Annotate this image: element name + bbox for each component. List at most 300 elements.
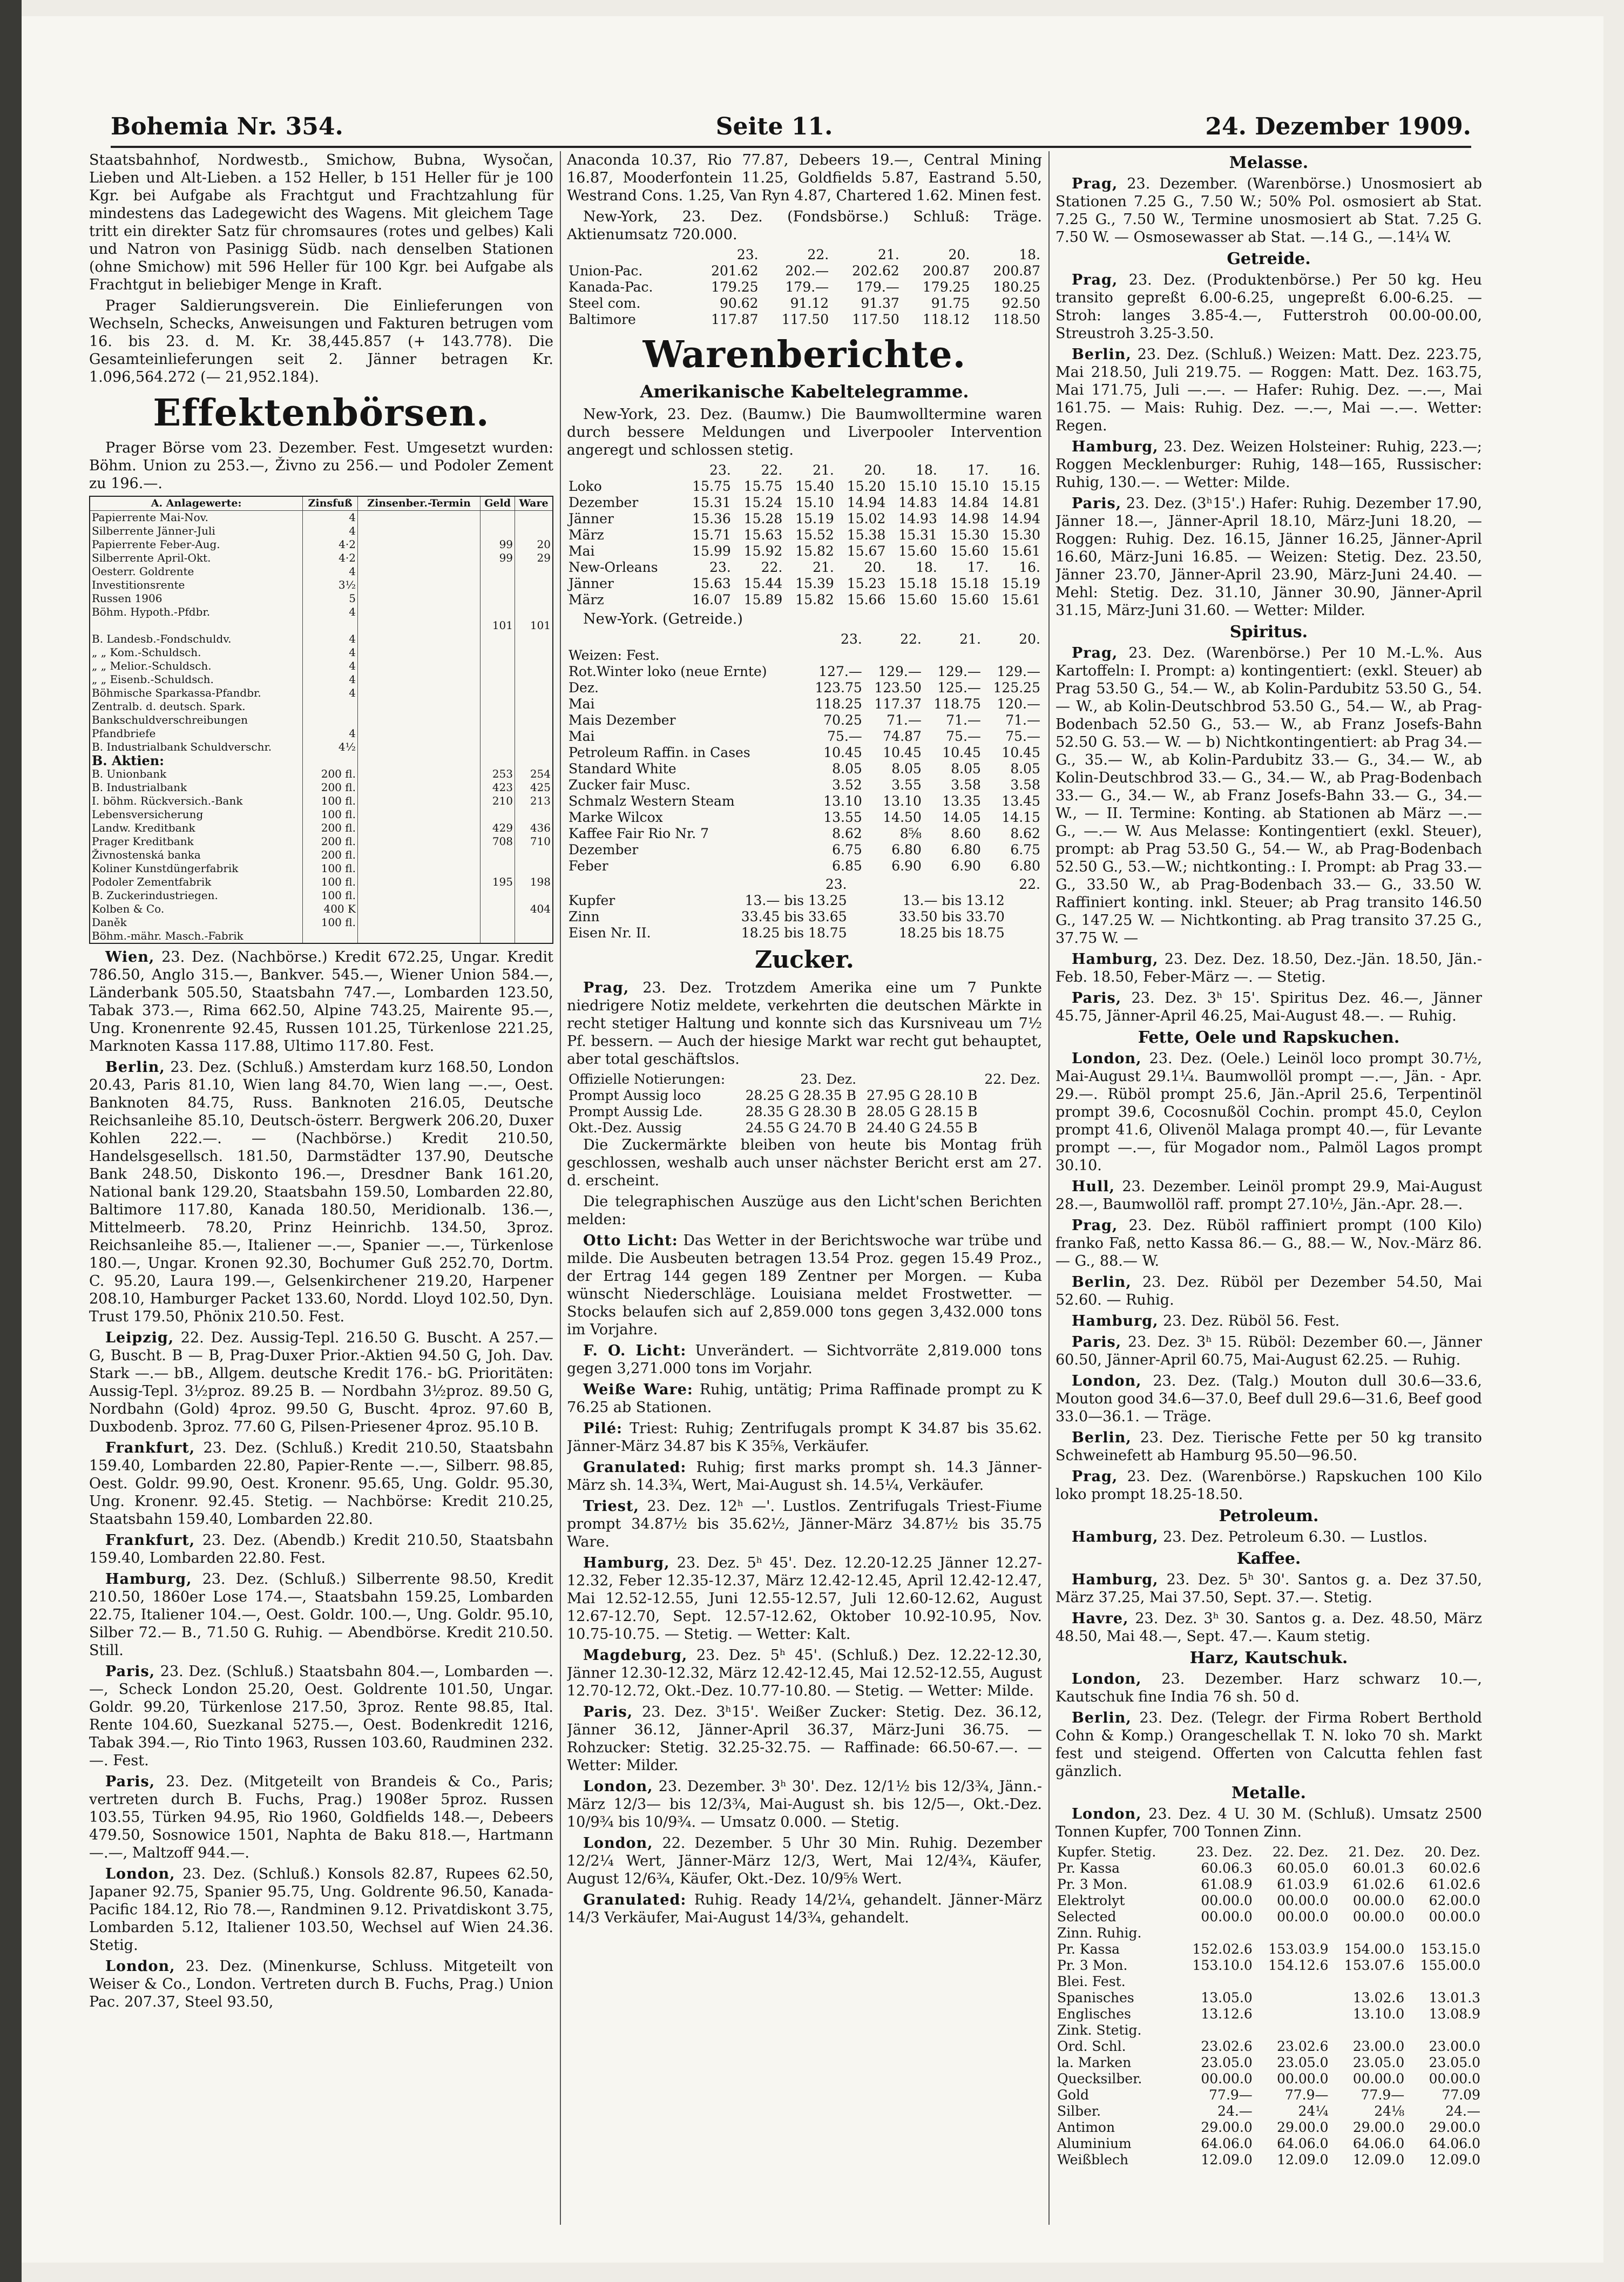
report-place: Paris, <box>1072 990 1122 1007</box>
table-cell: 117.87 <box>711 312 759 327</box>
table-cell: 152.02.6 <box>1192 1941 1253 1957</box>
column-3 <box>1055 151 1482 2225</box>
table-row <box>1055 2136 1482 2152</box>
table-cell: 179.— <box>856 279 899 295</box>
table-cell: Weißblech <box>1057 2152 1129 2168</box>
table-cell: 60.02.6 <box>1429 1860 1480 1876</box>
report-paragraph <box>89 1058 553 1326</box>
cotton-report: New-York, 23. Dez. (Baumw.) Die Baumwolltermine waren durch bessere Meldungen und Liverpooler Intervention angeregt und schlossen stetig. <box>567 406 1042 458</box>
table-cell: 12.09.0 <box>1429 2152 1480 2168</box>
table-cell <box>1330 1974 1406 1990</box>
report-paragraph <box>89 1957 553 2011</box>
table-cell: 8.05 <box>891 761 922 777</box>
table-cell: 8.05 <box>1010 761 1040 777</box>
table-header: 21. Dez. <box>1348 1844 1405 1860</box>
table-cell: 29.00.0 <box>1352 2119 1405 2135</box>
report-paragraph <box>1055 1178 1482 1213</box>
table-cell: 29.00.0 <box>1277 2119 1329 2135</box>
table-cell: 200 fl. <box>303 781 358 794</box>
table-cell <box>481 889 515 902</box>
table-cell: 195 <box>481 875 515 889</box>
table-cell: 15.40 <box>795 478 834 494</box>
table-cell: 5 <box>303 592 358 605</box>
table-cell: 15.92 <box>743 543 783 559</box>
report-paragraph <box>567 1193 1042 1228</box>
table-row <box>1055 2152 1482 2168</box>
table-cell <box>481 511 515 525</box>
table-cell: B. Zuckerindustriegen. <box>90 889 303 902</box>
report-text: 23. Dezember. Harz schwarz 10.—, Kautschuk fine India 76 sh. 50 d. <box>1055 1671 1482 1705</box>
report-place: Prag, <box>1072 272 1118 288</box>
report-place: Prag, <box>1072 645 1118 661</box>
table-cell: 12.09.0 <box>1201 2152 1253 2168</box>
report-place: Berlin, <box>1072 346 1132 363</box>
table-cell: 15.67 <box>847 543 886 559</box>
table-cell: 15.30 <box>950 527 989 543</box>
report-text: 23. Dez. 3ʰ15'. Weißer Zucker: Stetig. Dez. 36.12, Jänner 36.12, Jänner-April 36.37, März-Juni 36.75. — Rohzucker: Stetig. 32.25-32.75. — Raffinade: 66.50-67.—. — Wetter: Milder. <box>567 1704 1042 1774</box>
table-cell <box>515 686 553 700</box>
table-cell: 129.— <box>878 664 922 679</box>
report-text: 23. Dez. Weizen Holsteiner: Ruhig, 223.—; Roggen Mecklenburger: Ruhig, 148—165, Russischer: Ruhig, 130.—. — Wetter: Milde. <box>1055 438 1482 491</box>
report-paragraph <box>1055 1571 1482 1606</box>
table-cell: 15.31 <box>692 495 731 510</box>
table-cell: 200 fl. <box>303 821 358 835</box>
table-cell: Petroleum Raffin. in Cases <box>569 745 750 760</box>
table-cell <box>481 727 515 740</box>
report-paragraph <box>89 1773 553 1862</box>
table-cell: Silberrente Jänner-Juli <box>90 524 303 538</box>
table-cell: 00.00.0 <box>1277 1893 1329 1908</box>
table-header: 23. Dez. <box>800 1071 857 1087</box>
table-cell <box>923 647 983 664</box>
column-1 <box>89 151 553 2225</box>
section-title-getreide: Getreide. <box>1227 249 1311 268</box>
report-place: Havre, <box>1072 1610 1129 1627</box>
table-cell: 22. <box>761 559 783 575</box>
table-cell: 15.18 <box>898 576 937 591</box>
table-cell: 15.52 <box>795 527 834 543</box>
report-text: 23. Dez. (Mitgeteilt von Brandeis & Co., Paris; vertreten durch B. Fuchs, Prag.) 1908er 5proz. Russen 103.55, Türken 94.95, Rio 1960, Goldfields 148.—, Debeers 479.50, Sosnowice 1501, Naphta de Baku 818.—, Hartmann —.—, Maltzoff 944.—. <box>89 1773 553 1861</box>
section-title-metalle: Metalle. <box>1231 1784 1306 1802</box>
table-cell: 13.45 <box>1002 793 1040 809</box>
table-cell: Koliner Kunstdüngerfabrik <box>90 862 303 875</box>
table-cell: 100 fl. <box>303 862 358 875</box>
report-paragraph <box>567 979 1042 1068</box>
report-paragraph <box>1055 1312 1482 1330</box>
table-row <box>567 826 1042 842</box>
report-text: 23. Dez. 5ʰ 45'. (Schluß.) Dez. 12.22-12.30, Jänner 12.30-12.32, März 12.42-12.45, Mai 12.52-12.55, August 12.70-12.72, Okt.-Dez. 10.77-10.80. — Stetig. — Wetter: Milde. <box>567 1647 1042 1699</box>
table-cell: Schmalz Western Steam <box>569 793 735 809</box>
table-row <box>567 809 1042 826</box>
table-cell: Ord. Schl. <box>1057 2038 1126 2054</box>
table-cell <box>1254 1990 1330 2006</box>
table-header: 23. <box>841 631 862 647</box>
table-row <box>567 495 1042 511</box>
table-cell <box>481 902 515 916</box>
table-cell: Standard White <box>569 761 676 777</box>
table-cell: Dez. <box>569 680 599 696</box>
table-cell: 4 <box>303 632 358 646</box>
table-cell: 23.02.6 <box>1277 2038 1329 2054</box>
table-header <box>567 876 691 893</box>
table-row <box>567 478 1042 495</box>
table-cell: 12.09.0 <box>1277 2152 1329 2168</box>
table-cell: 00.00.0 <box>1201 1909 1253 1925</box>
section-title-melasse: Melasse. <box>1229 153 1309 172</box>
table-cell: Loko <box>569 478 602 494</box>
report-text: 23. Dez. 3ʰ 30. Santos g. a. Dez. 48.50, März 48.50, Mai 48.—, Sept. 47.—. Kaum stetig. <box>1055 1610 1482 1645</box>
table-header: 20. <box>1019 631 1040 647</box>
table-row <box>90 551 553 565</box>
table-row <box>567 680 1042 696</box>
table-cell: Eisen Nr. II. <box>569 925 651 941</box>
table-cell: 13.10 <box>823 793 862 809</box>
table-cell: 13.02.6 <box>1352 1990 1405 2006</box>
table-row <box>90 538 553 551</box>
table-cell: 15.38 <box>847 527 886 543</box>
report-place: London, <box>105 1958 175 1975</box>
report-text: 23. Dez. 5ʰ 45'. Dez. 12.20-12.25 Jänner 12.27-12.32, Feber 12.35-12.37, März 12.42-12.45, April 12.42-12.47, Mai 12.52-12.55, Juni 12.55-12.57, Juli 12.60-12.62, August 12.67-12.70, Sept. 12.57-12.62, Oktober 10.92-10.95, Nov. 10.75-10.75. — Stetig. — Wetter: Kalt. <box>567 1555 1042 1643</box>
report-place: Paris, <box>105 1663 155 1680</box>
report-text: 23. Dez. (Warenbörse.) Rapskuchen 100 Kilo loko prompt 18.25-18.50. <box>1055 1468 1482 1503</box>
table-cell: 15.66 <box>847 592 886 607</box>
table-cell <box>357 808 480 821</box>
table-cell: Baltimore <box>569 312 636 327</box>
table-cell <box>357 619 480 632</box>
report-text: 23. Dez. Rüböl per Dezember 54.50, Mai 52.60. — Ruhig. <box>1055 1274 1482 1308</box>
table-row <box>567 279 1042 295</box>
report-paragraph <box>567 1342 1042 1378</box>
table-cell <box>1330 2022 1406 2038</box>
report-place: London, <box>1072 1671 1142 1687</box>
table-cell: 8.62 <box>1010 826 1040 841</box>
table-cell: Zucker fair Musc. <box>569 777 691 793</box>
column-rule <box>560 151 561 2225</box>
table-cell: Selected <box>1057 1909 1116 1925</box>
table-cell <box>515 632 553 646</box>
table-cell <box>515 740 553 754</box>
table-cell: 15.19 <box>795 511 834 526</box>
table-cell: 14.83 <box>898 495 937 510</box>
report-place: Otto Licht: <box>583 1232 678 1249</box>
table-row <box>1055 1860 1482 1876</box>
report-place: Berlin, <box>1072 1274 1132 1291</box>
table-cell: 00.00.0 <box>1201 1893 1253 1908</box>
table-cell: Zinn <box>569 909 600 924</box>
section-title-kaffee: Kaffee. <box>1236 1549 1301 1568</box>
table-cell <box>481 700 515 713</box>
table-row <box>90 700 553 713</box>
report-paragraph <box>1055 495 1482 619</box>
table-cell: 10.45 <box>883 745 922 760</box>
table-cell <box>357 578 480 592</box>
table-cell: 4 <box>303 646 358 659</box>
table-cell <box>357 767 480 781</box>
table-row <box>1055 1957 1482 1974</box>
table-cell: 4 <box>303 524 358 538</box>
table-cell: Englisches <box>1057 2006 1131 2022</box>
report-text: 23. Dez. Petroleum 6.30. — Lustlos. <box>1158 1529 1428 1545</box>
table-cell <box>1178 2022 1254 2038</box>
table-cell: 23.05.0 <box>1277 2055 1329 2070</box>
table-cell <box>303 700 358 713</box>
table-cell: 00.00.0 <box>1352 1893 1405 1908</box>
table-cell: 71.— <box>946 712 981 728</box>
section-title-petroleum: Petroleum. <box>1219 1507 1319 1525</box>
table-cell: 3.52 <box>832 777 862 793</box>
table-cell: 23.05.0 <box>1352 2055 1405 2070</box>
table-cell: 77.09 <box>1442 2087 1480 2103</box>
table-cell: 100 fl. <box>303 794 358 808</box>
table-row <box>90 727 553 740</box>
table-row <box>90 673 553 686</box>
report-text: 22. Dezember. 5 Uhr 30 Min. Ruhig. Dezember 12/2¼ Wert, Jänner-März 12/3, Wert, Mai 12/4¾, Käufer, August 12/6¾, Käufer, Okt.-Dez. 10/9⅝ Wert. <box>567 1835 1042 1887</box>
table-cell: Feber <box>569 858 608 874</box>
table-cell: 8.62 <box>832 826 862 841</box>
report-place: Hamburg, <box>1072 1313 1159 1329</box>
table-cell <box>515 713 553 727</box>
table-cell <box>515 929 553 943</box>
table-row <box>90 889 553 902</box>
table-cell: 13.— bis 13.12 <box>902 893 1005 908</box>
table-cell <box>481 605 515 619</box>
table-cell: 99 <box>481 538 515 551</box>
table-cell: 15.10 <box>898 478 937 494</box>
report-text: 23. Dez. (Schluß.) Amsterdam kurz 168.50, London 20.43, Paris 81.10, Wien lang 84.70, Wien lang —.—, Oest. Banknoten 84.75, Russ. Banknoten 216.05, Deutsche Reichsanleihe 85.10, Deutsch-österr. Bergwerk 206.20, Duxer Kohlen 222.—. — (Nachbörse.) Kredit 210.50, Handelsgesellsch. 181.50, Darmstädter 137.90, Deutsche Bank 248.50, Diskonto 196.—, Dresdner Bank 161.20, National bank 129.20, Staatsbahn 159.50, Lombarden 22.80, Baltimore 117.80, Kanada 180.50, Meridionalb. 136.—, Mittelmeerb. 78.20, Prinz Heinrichb. 134.50, 3proz. Reichsanleihe 85.—, Italiener —.—, Spanier —.—, Türkenlose 180.—, Ungar. Kronen 92.30, Bochumer Guß 252.70, Dortm. C. 95.20, Laura 199.—, Gelsenkirchener 219.20, Harpener 208.10, Hamburger Packet 133.60, Nordd. Lloyd 102.50, Dyn. Trust 179.50, Phönix 210.50. Fest. <box>89 1059 553 1325</box>
table-header <box>567 247 689 263</box>
table-row <box>1055 2071 1482 2087</box>
report-place: Hamburg, <box>105 1571 192 1588</box>
table-row <box>90 565 553 578</box>
table-cell: 92.50 <box>1002 295 1040 311</box>
report-place: London, <box>1072 1373 1142 1389</box>
table-header: 20. <box>948 247 970 262</box>
table-cell: 23.05.0 <box>1201 2055 1253 2070</box>
report-paragraph <box>89 1531 553 1567</box>
header-page-number: Seite 11. <box>715 113 833 140</box>
table-cell: 00.00.0 <box>1201 2071 1253 2087</box>
table-cell: 77.9— <box>1361 2087 1405 2103</box>
report-place: Berlin, <box>105 1059 165 1076</box>
report-paragraph <box>1055 644 1482 947</box>
table-cell: Kupfer <box>569 893 615 908</box>
table-cell: 24¼ <box>1298 2103 1329 2119</box>
table-row <box>90 916 553 929</box>
table-cell: 21. <box>813 559 834 575</box>
table-cell: 117.50 <box>852 312 899 327</box>
table-cell: „ „ Kom.-Schuldsch. <box>90 646 303 659</box>
grain-head: New-York. (Getreide.) <box>583 611 743 627</box>
report-text: 23. Dez. 5ʰ 30'. Santos g. a. Dez 37.50, März 37.25, Mai 37.50, Sept. 37.—. Stetig. <box>1055 1571 1482 1606</box>
table-cell: 13.10.0 <box>1352 2006 1405 2022</box>
table-cell: Silber. <box>1057 2103 1101 2119</box>
table-cell: Zinn. Ruhig. <box>1057 1925 1142 1941</box>
table-cell: Silberrente April-Okt. <box>90 551 303 565</box>
table-cell: 14.15 <box>1002 809 1040 825</box>
table-cell: 29 <box>515 551 553 565</box>
table-cell: Kanada-Pac. <box>569 279 653 295</box>
table-cell: 15.02 <box>847 511 886 526</box>
table-cell: 75.— <box>946 728 981 744</box>
table-cell: 99 <box>481 551 515 565</box>
table-cell <box>1406 1925 1482 1941</box>
table-row <box>567 1104 1042 1120</box>
table-cell: 6.80 <box>951 842 981 858</box>
table-cell <box>357 659 480 673</box>
table-cell: 61.02.6 <box>1429 1876 1480 1892</box>
table-cell: 179.25 <box>711 279 759 295</box>
table-row <box>90 835 553 848</box>
table-cell: 91.12 <box>790 295 829 311</box>
table-header: 18. <box>916 462 937 478</box>
table-cell <box>481 632 515 646</box>
table-cell: 129.— <box>937 664 981 679</box>
table-row <box>90 862 553 875</box>
table-row <box>1055 1990 1482 2006</box>
table-cell <box>481 713 515 727</box>
table-cell: 15.39 <box>795 576 834 591</box>
table-cell <box>481 578 515 592</box>
table-cell: 75.— <box>1005 728 1040 744</box>
table-row <box>90 619 553 632</box>
report-place: Paris, <box>105 1773 155 1790</box>
report-place: London, <box>583 1778 653 1795</box>
table-row <box>90 646 553 659</box>
table-cell: 15.23 <box>847 576 886 591</box>
table-cell: 15.89 <box>743 592 783 607</box>
table-cell: 3.55 <box>891 777 922 793</box>
report-text: 23. Dez. (Schluß.) Weizen: Matt. Dez. 223.75, Mai 218.50, Juli 219.75. — Roggen: Matt. Dez. 163.75, Mai 171.75, Juli —.—. — Hafer: Ruhig. Dez. —.—, Mai 161.75. — Mais: Ruhig. Dez. —.—, Mai —.—. Wetter: Regen. <box>1055 346 1482 434</box>
report-place: Prag, <box>1072 175 1118 192</box>
table-cell: 00.00.0 <box>1352 2071 1405 2087</box>
table-row <box>567 1120 1042 1136</box>
section-title-harz: Harz, Kautschuk. <box>1189 1649 1348 1667</box>
table-cell <box>481 848 515 862</box>
table-cell <box>357 889 480 902</box>
table-row <box>1055 1876 1482 1893</box>
table-cell: 23.00.0 <box>1429 2038 1480 2054</box>
table-header: 22. <box>900 631 922 647</box>
table-row <box>1055 1925 1482 1941</box>
section-title-effektenboersen: Effektenbörsen. <box>153 391 490 435</box>
table-row <box>567 745 1042 761</box>
report-paragraph <box>1055 1372 1482 1426</box>
table-cell: Böhmische Sparkassa-Pfandbr. <box>90 686 303 700</box>
table-cell <box>357 821 480 835</box>
prague-quotes-table <box>89 496 553 944</box>
table-row <box>567 576 1042 592</box>
cotton-table <box>567 462 1042 608</box>
table-cell: 15.60 <box>950 592 989 607</box>
table-row <box>90 848 553 862</box>
table-cell: 15.82 <box>795 592 834 607</box>
table-header <box>858 1071 979 1088</box>
table-cell <box>515 646 553 659</box>
table-cell: 70.25 <box>823 712 862 728</box>
report-place: Pilé: <box>583 1420 622 1437</box>
table-row <box>90 659 553 673</box>
table-cell <box>357 727 480 740</box>
report-paragraph <box>1055 175 1482 246</box>
table-cell: 13.55 <box>823 809 862 825</box>
table-cell: 198 <box>515 875 553 889</box>
report-text: 23. Dez. 3ʰ 15'. Spiritus Dez. 46.—, Jänner 45.75, Jänner-April 46.25, Mai-August 48.—. — Ruhig. <box>1055 990 1482 1024</box>
report-paragraph <box>1055 1333 1482 1369</box>
table-cell: 33.50 bis 33.70 <box>898 909 1005 924</box>
report-text: Triest: Ruhig; Zentrifugals prompt K 34.87 bis 35.62. Jänner-März 34.87 bis K 35⅝, Verkäufer. <box>567 1420 1042 1455</box>
table-cell: Pr. 3 Mon. <box>1057 1957 1128 1973</box>
table-row <box>1055 2038 1482 2055</box>
table-cell <box>1178 1925 1254 1941</box>
table-cell: 100 fl. <box>303 889 358 902</box>
table-row <box>90 605 553 619</box>
report-paragraph <box>1055 1670 1482 1706</box>
table-cell: 14.94 <box>1002 511 1040 526</box>
table-cell: 17. <box>967 559 989 575</box>
table-row <box>1055 2103 1482 2119</box>
table-cell: 101 <box>515 619 553 632</box>
table-cell: Mai <box>569 728 595 744</box>
report-text: 23. Dez. (Abendb.) Kredit 210.50, Staatsbahn 159.40, Lombarden 22.80. Fest. <box>89 1532 553 1567</box>
page-header <box>111 108 1471 148</box>
table-row <box>567 793 1042 809</box>
table-cell: Lebensversicherung <box>90 808 303 821</box>
table-row <box>90 592 553 605</box>
report-paragraph <box>1055 1273 1482 1309</box>
table-cell: 127.— <box>818 664 862 679</box>
report-paragraph <box>567 1459 1042 1494</box>
table-cell: Böhm. Hypoth.-Pfdbr. <box>90 605 303 619</box>
table-cell: 24.40 G 24.55 B <box>867 1120 978 1136</box>
report-paragraph <box>1055 1610 1482 1645</box>
report-text: 23. Dez. (3ʰ15'.) Hafer: Ruhig. Dezember 17.90, Jänner 18.—, Jänner-April 18.10, März-Juni 18.20, — Roggen: Ruhig. Dez. 16.15, Jänner 16.25, Jänner-April 16.60, März-Juni 16.85. — Weizen: Stetig. Dez. 23.50, Jänner 23.70, Jänner-April 23.90, März-Juni 24.40. — Mehl: Stetig. Dez. 31.10, Jänner 30.90, Jänner-April 31.15, März-Juni 31.60. — Wetter: Milder. <box>1055 495 1482 619</box>
table-cell <box>1330 1925 1406 1941</box>
table-row <box>1055 2022 1482 2038</box>
report-place: London, <box>1072 1050 1142 1067</box>
table-cell: 64.06.0 <box>1352 2136 1405 2151</box>
table-cell: Russen 1906 <box>90 592 303 605</box>
table-row <box>567 728 1042 745</box>
table-cell: 33.45 bis 33.65 <box>741 909 847 924</box>
report-text: 23. Dez. (Oele.) Leinöl loco prompt 30.7½, Mai-August 29.1¼. Baumwollöl prompt —.—, Jän. - Apr. 29.—. Rüböl prompt 25.6, Jän.-April 25.6, Terpentinöl prompt 39.6, Cocosnußöl Cochin. prompt 45.0, Ceylon prompt 41.6, Olivenöl Malaga prompt 40.—, für Levante prompt —.—, für Mogador nom., Palmöl Lagos prompt 30.10. <box>1055 1050 1482 1174</box>
table-cell: 10.45 <box>942 745 981 760</box>
table-cell: 62.00.0 <box>1429 1893 1480 1908</box>
table-cell: 91.75 <box>931 295 970 311</box>
table-cell: 77.9— <box>1284 2087 1329 2103</box>
table-header: Ware <box>515 496 553 511</box>
table-cell: 180.25 <box>993 279 1040 295</box>
report-paragraph <box>567 1703 1042 1774</box>
table-row <box>90 794 553 808</box>
report-place: Prag, <box>1072 1217 1118 1234</box>
report-text: 23. Dezember. (Warenbörse.) Unosmosiert ab Stationen 7.25 G., 7.50 W.; 50% Pol. osmosiert ab Stat. 7.25 G., 7.50 W., Termine unosmosiert ab Stat. 7.25 G. 7.50 W. — Osmosewasser ab Stat. —.14 G., —.14¼ W. <box>1055 175 1482 246</box>
table-cell <box>357 646 480 659</box>
table-cell <box>357 875 480 889</box>
report-paragraph <box>1055 271 1482 342</box>
table-cell: Papierrente Mai-Nov. <box>90 511 303 525</box>
table-header: 23. <box>736 247 759 262</box>
report-text: Das Wetter in der Berichtswoche war trübe und milde. Die Ausbeuten betragen 13.54 Proz. gegen 15.49 Proz., der Ertrag 144 gegen 189 Zentner per Morgen. — Kuba wünscht Niederschläge. Louisiana meldet Frostwetter. — Stocks belaufen sich auf 2,859.000 tons gegen 3,432.000 tons im Vorjahre. <box>567 1232 1042 1338</box>
table-cell: 13.10 <box>883 793 922 809</box>
table-cell: 213 <box>515 794 553 808</box>
table-header: 22. <box>807 247 829 262</box>
report-paragraph <box>1055 1805 1482 1841</box>
table-cell: „ „ Eisenb.-Schuldsch. <box>90 673 303 686</box>
report-place: Prag, <box>583 980 630 996</box>
table-cell: 15.99 <box>692 543 731 559</box>
table-cell: Bankschuldverschreibungen <box>90 713 303 727</box>
report-place: Magdeburg, <box>583 1647 688 1664</box>
